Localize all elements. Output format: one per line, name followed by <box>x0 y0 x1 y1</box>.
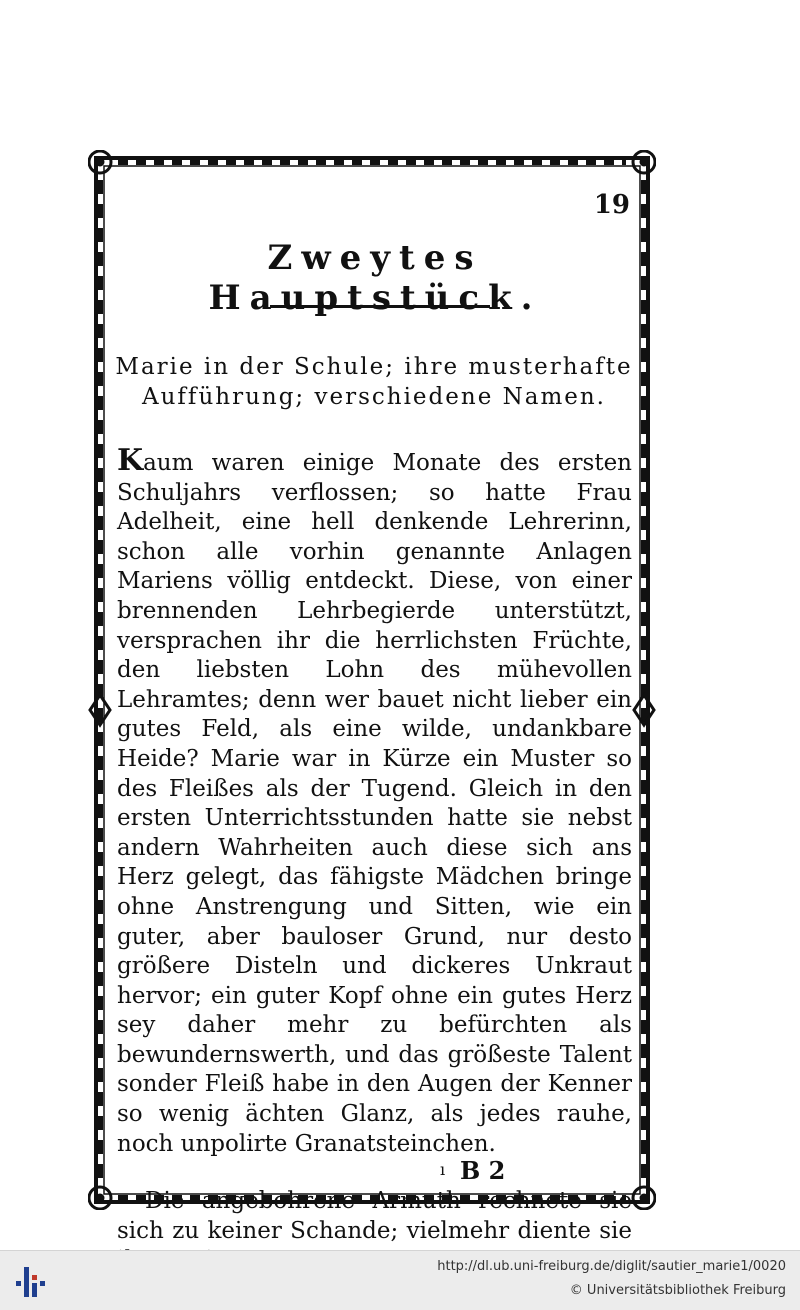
heading-rule <box>270 305 490 308</box>
drop-cap: K <box>117 443 144 478</box>
chapter-heading: Zweytes Hauptstück. <box>208 238 542 318</box>
printer-signature: B 2 <box>460 1156 506 1185</box>
subtitle-line-1: Marie in der Schule; ihre musterhafte <box>115 354 633 380</box>
copyright-notice: © Universitätsbibliothek Freiburg <box>569 1283 786 1298</box>
chapter-subtitle <box>115 352 633 412</box>
subtitle-line-2: Aufführung; verschiedene Namen. <box>142 384 606 410</box>
paragraph-1-text: aum waren einige Monate des ersten Schuljahrs verflossen; so hatte Frau Adelheit, eine hell denkende Lehrerinn, schon alle vorhin genannte Anlagen Mariens völlig entdeckt. Diese, von einer brennenden Lehrbegierde unterstützt, versprachen ihr die herrlichsten Früchte, den liebsten Lohn des mühevollen Lehramtes; denn wer bauet nicht lieber ein gutes Feld, als eine wilde, undankbare Heide? Marie war in Kürze ein Muster so des Fleißes als der Tugend. Gleich in den ersten Unterrichtsstunden hatte sie nebst andern Wahrheiten auch diese sich ans Herz gelegt, das fähigste Mädchen bringe ohne Anstrengung und Sitten, wie ein guter, aber bauloser Grund, nur desto größere Disteln und dickeres Unkraut hervor; ein guter Kopf ohne ein gutes Herz sey daher mehr zu befürchten als bewundernswerth, und das größeste Talent sonder Fleiß habe in den Augen der Kenner so wenig ächten Glanz, als jedes rauhe, noch unpolirte Granatsteinchen. <box>117 450 632 1157</box>
paragraph-2: Die angebohrene Armuth rechnete sie sich zu keiner Schande; vielmehr diente sie <box>117 1188 632 1244</box>
tick-mark: ı <box>440 1160 446 1179</box>
paragraph-1 <box>117 443 632 1159</box>
source-url-link[interactable]: http://dl.ub.uni-freiburg.de/diglit/sautier_marie1/0020 <box>437 1259 786 1274</box>
ub-freiburg-logo-icon[interactable] <box>12 1261 52 1305</box>
page-number: 19 <box>593 190 630 220</box>
body-text <box>117 443 632 1276</box>
footer-bar <box>0 1250 800 1310</box>
